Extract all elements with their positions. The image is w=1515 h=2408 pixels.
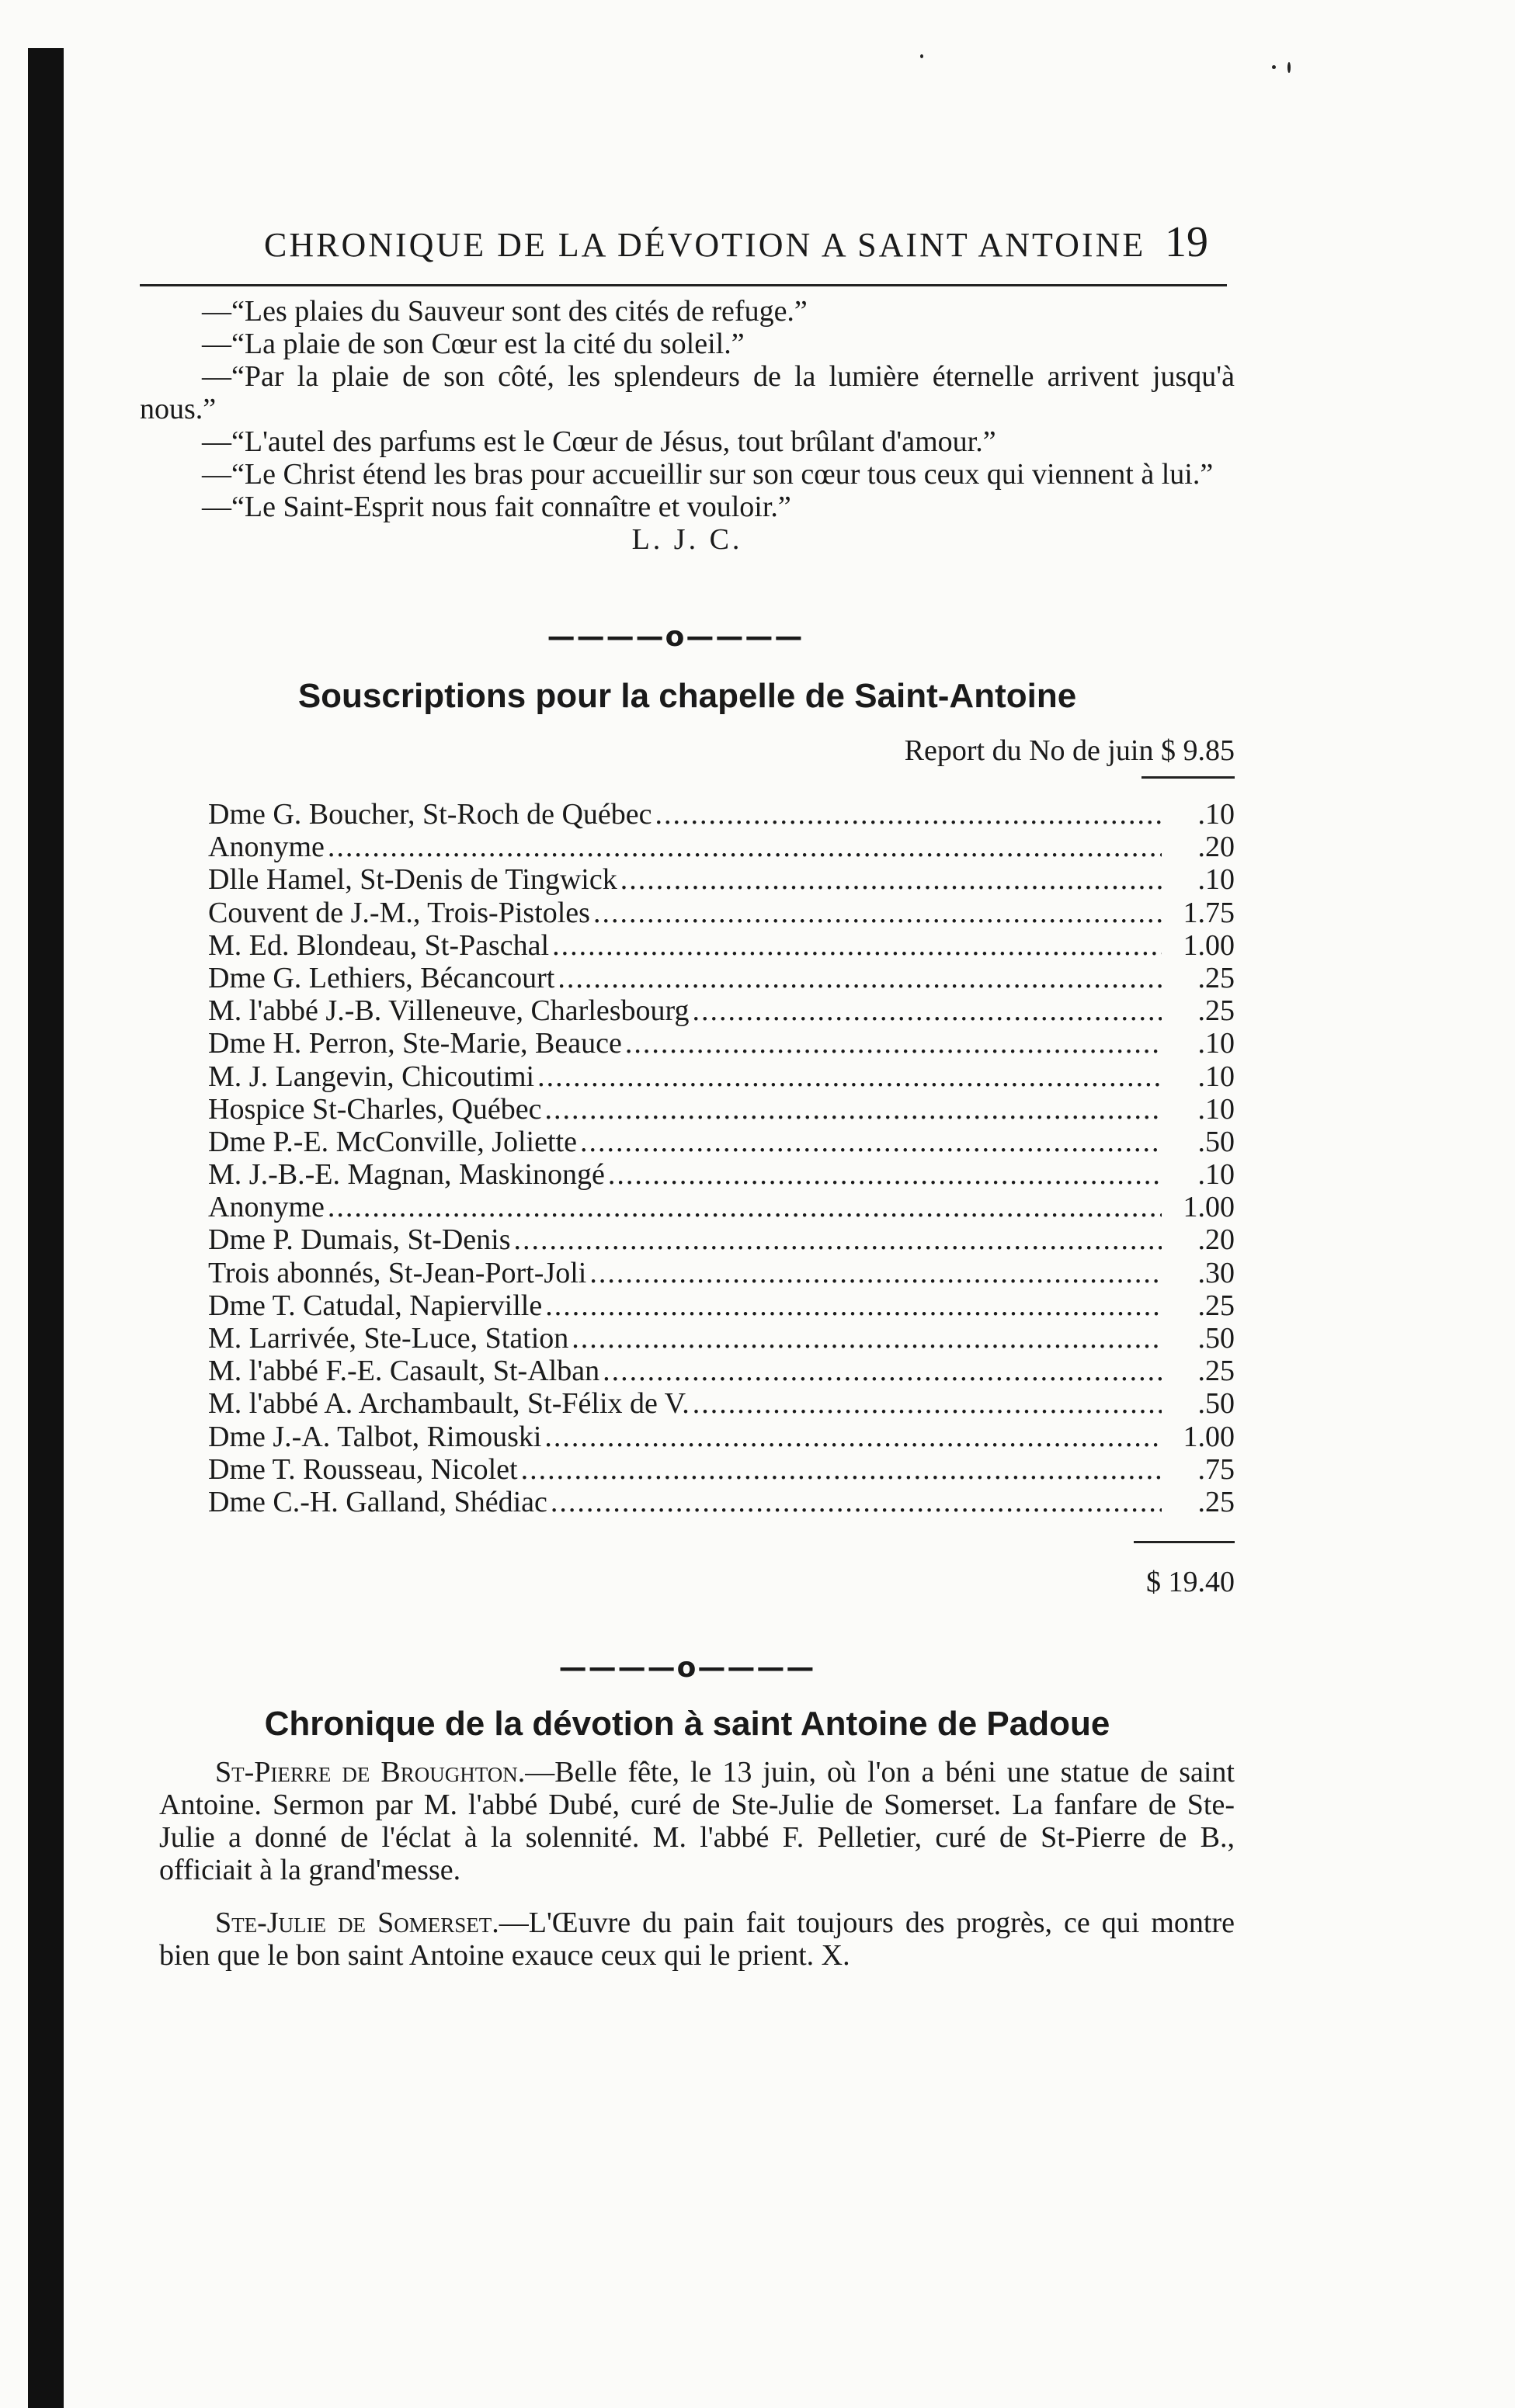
subscription-amount: .50: [1197, 1387, 1235, 1421]
header-rule: [140, 284, 1227, 286]
subscription-row: [208, 1158, 1235, 1191]
subscriber-name: Dme P. Dumais, St-Denis: [208, 1223, 511, 1257]
subscriber-name: Trois abonnés, St-Jean-Port-Joli: [208, 1256, 587, 1289]
chronicle-title: Chronique de la dévotion à saint Antoine de Padoue: [264, 1705, 1110, 1743]
subscription-row: [208, 1093, 1235, 1126]
subscription-row: [208, 962, 1235, 994]
subscription-row: [208, 798, 1235, 831]
subscriber-name: Hospice St-Charles, Québec: [208, 1092, 542, 1126]
subscription-amount: .10: [1197, 863, 1235, 897]
dot-leader: [328, 831, 1162, 863]
dot-leader: [693, 994, 1162, 1027]
subscription-row: [208, 1060, 1235, 1093]
quote-line: —“L'autel des parfums est le Cœur de Jésus, tout brûlant d'amour.”: [202, 425, 996, 458]
amount-rule: [1141, 776, 1235, 779]
report-label: Report du No de juin: [904, 734, 1154, 767]
subscription-row: [208, 1322, 1235, 1355]
ink-speck: [1287, 62, 1291, 73]
dot-leader: [544, 1421, 1162, 1453]
running-header: CHRONIQUE DE LA DÉVOTION A SAINT ANTOINE: [264, 226, 1146, 264]
subscriber-name: Dme T. Catudal, Napierville: [208, 1289, 543, 1322]
dot-leader: [593, 897, 1162, 929]
dot-leader: [545, 1093, 1162, 1126]
subscription-amount: .10: [1197, 1092, 1235, 1126]
subscriber-name: M. J. Langevin, Chicoutimi: [208, 1060, 535, 1093]
subscriber-name: M. l'abbé A. Archambault, St-Félix de V.: [208, 1387, 690, 1421]
separator-ornament: ————o————: [558, 1652, 816, 1684]
subscription-amount: 1.75: [1183, 896, 1235, 929]
dot-leader: [603, 1355, 1162, 1387]
subscription-row: [208, 1387, 1235, 1420]
subscriber-name: Dme T. Rousseau, Nicolet: [208, 1452, 518, 1486]
subscription-amount: .10: [1197, 1027, 1235, 1060]
subscriber-name: Dlle Hamel, St-Denis de Tingwick: [208, 863, 617, 897]
subscription-row: [208, 1223, 1235, 1256]
subscription-amount: 1.00: [1183, 928, 1235, 962]
subscription-amount: .50: [1197, 1125, 1235, 1158]
subscriber-name: M. Ed. Blondeau, St-Paschal: [208, 928, 550, 962]
subscription-row: [208, 994, 1235, 1027]
subscription-amount: 1.00: [1183, 1191, 1235, 1224]
subscriber-name: M. l'abbé J.-B. Villeneuve, Charlesbourg: [208, 994, 690, 1028]
subscription-row: [208, 863, 1235, 896]
subscription-amount: .20: [1197, 831, 1235, 864]
subscription-amount: .50: [1197, 1322, 1235, 1355]
total-rule: [1134, 1541, 1235, 1543]
separator-ornament: ————o————: [547, 621, 804, 653]
subscription-row: [208, 1453, 1235, 1486]
dot-leader: [558, 962, 1162, 994]
subscription-amount: .20: [1197, 1223, 1235, 1257]
place-name: Ste-Julie de Somerset.: [215, 1907, 499, 1939]
quote-line: —“Les plaies du Sauveur sont des cités de refuge.”: [202, 295, 808, 328]
quote-block: [140, 295, 1235, 556]
dot-leader: [693, 1387, 1162, 1420]
subscription-amount: .30: [1197, 1256, 1235, 1289]
subscriber-name: Couvent de J.-M., Trois-Pistoles: [208, 896, 590, 929]
subscriber-name: Dme G. Lethiers, Bécancourt: [208, 961, 555, 994]
chronicle-paragraph: [159, 1756, 1235, 1886]
dot-leader: [625, 1027, 1162, 1060]
chronicle-paragraph: [159, 1907, 1235, 1972]
quote-line: —“La plaie de son Cœur est la cité du soleil.”: [202, 328, 745, 360]
ink-speck: [1272, 65, 1276, 69]
subscription-row: [208, 1257, 1235, 1289]
subscription-amount: .10: [1197, 1060, 1235, 1093]
subscriber-name: Dme J.-A. Talbot, Rimouski: [208, 1420, 542, 1453]
subscription-row: [208, 1289, 1235, 1322]
subscription-amount: .10: [1197, 1158, 1235, 1192]
subscription-row: [208, 1027, 1235, 1060]
subscriber-name: M. J.-B.-E. Magnan, Maskinongé: [208, 1158, 605, 1192]
subscriptions-list: [208, 798, 1235, 1518]
paragraph-text: —Belle fête, le 13 juin, où l'on a béni une statue de saint Antoine. Sermon par M. l'abbé Dubé, curé de Ste-Julie de Somerset. La fanfare de Ste-Julie a donné de l'éclat à la solennité. M. l'abbé F. Pelletier, curé de St-Pierre de B., officiait à la grand'messe.: [159, 1756, 1235, 1886]
binding-edge: [28, 48, 64, 2408]
dot-leader: [328, 1191, 1162, 1223]
dot-leader: [551, 1486, 1162, 1518]
subscription-row: [208, 929, 1235, 962]
quote-line: —“Le Christ étend les bras pour accueillir sur son cœur tous ceux qui viennent à lui.”: [202, 458, 1214, 491]
subscriber-name: Dme P.-E. McConville, Joliette: [208, 1125, 577, 1158]
subscription-row: [208, 1191, 1235, 1223]
quote-line: —“Par la plaie de son côté, les splendeurs de la lumière éternelle arrivent jusqu'à nous.”: [140, 360, 1235, 425]
subscription-amount: .25: [1197, 961, 1235, 994]
subscriber-name: Anonyme: [208, 1191, 325, 1224]
quote-line: —“Le Saint-Esprit nous fait connaître et vouloir.”: [202, 491, 791, 523]
subscription-row: [208, 831, 1235, 863]
dot-leader: [589, 1257, 1162, 1289]
signature: L. J. C.: [631, 523, 743, 556]
paragraph-text: —L'Œuvre du pain fait toujours des progrès, ce qui montre bien que le bon saint Antoine exauce ceux qui le prient. X.: [159, 1907, 1235, 1972]
subscriber-name: Anonyme: [208, 831, 325, 864]
ink-speck: [920, 54, 923, 58]
dot-leader: [620, 863, 1162, 896]
subscription-amount: .25: [1197, 1289, 1235, 1322]
dot-leader: [655, 798, 1162, 831]
dot-leader: [537, 1060, 1162, 1093]
report-amount: $ 9.85: [1161, 734, 1235, 767]
dot-leader: [521, 1453, 1162, 1486]
dot-leader: [608, 1158, 1162, 1191]
subscription-row: [208, 1486, 1235, 1518]
chronicle-body: [159, 1756, 1235, 1992]
subscription-amount: .75: [1197, 1452, 1235, 1486]
subscriber-name: Dme G. Boucher, St-Roch de Québec: [208, 798, 652, 831]
subscription-row: [208, 897, 1235, 929]
subscription-amount: .10: [1197, 798, 1235, 831]
subscription-row: [208, 1421, 1235, 1453]
subscription-row: [208, 1126, 1235, 1158]
subscriber-name: M. Larrivée, Ste-Luce, Station: [208, 1322, 569, 1355]
subscriber-name: Dme H. Perron, Ste-Marie, Beauce: [208, 1027, 622, 1060]
subscription-amount: 1.00: [1183, 1420, 1235, 1453]
dot-leader: [514, 1223, 1162, 1256]
report-line: [699, 734, 1235, 768]
page-number: 19: [1165, 218, 1208, 266]
subscription-row: [208, 1355, 1235, 1387]
subscriptions-total: $ 19.40: [1146, 1566, 1235, 1598]
subscriber-name: M. l'abbé F.-E. Casault, St-Alban: [208, 1355, 600, 1388]
subscription-amount: .25: [1197, 1355, 1235, 1388]
subscriptions-title: Souscriptions pour la chapelle de Saint-Antoine: [297, 677, 1077, 715]
subscription-amount: .25: [1197, 994, 1235, 1028]
dot-leader: [545, 1289, 1162, 1322]
subscriber-name: Dme C.-H. Galland, Shédiac: [208, 1485, 547, 1518]
dot-leader: [552, 929, 1162, 962]
subscription-amount: .25: [1197, 1485, 1235, 1518]
place-name: St-Pierre de Broughton.: [215, 1756, 526, 1789]
dot-leader: [580, 1126, 1162, 1158]
dot-leader: [572, 1322, 1162, 1355]
